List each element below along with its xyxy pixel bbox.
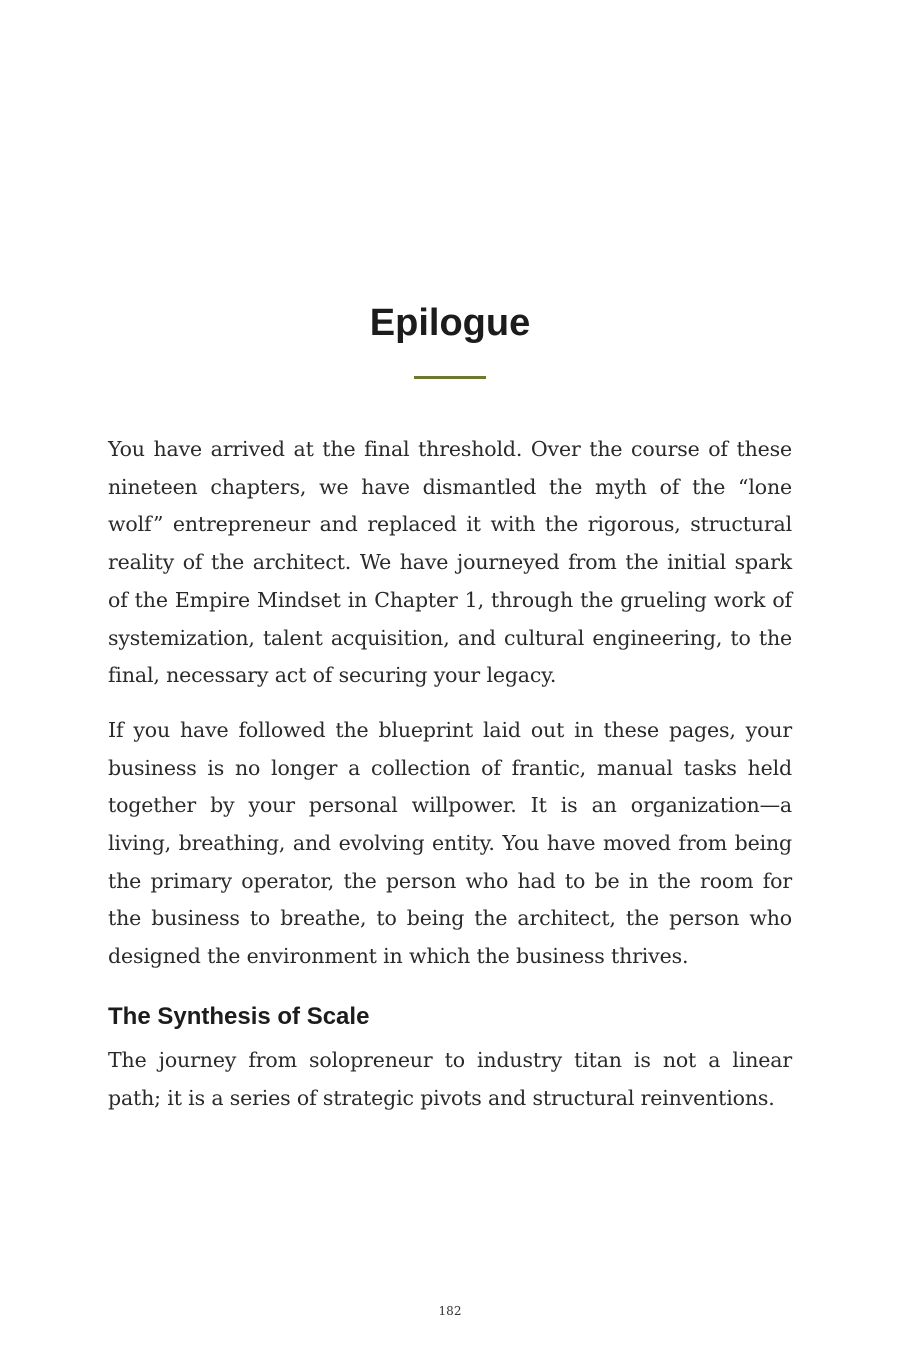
body-paragraph-1: You have arrived at the final threshold. Over the course of these nineteen chapters, we have dismantled the myth of the “lone wolf” entrepreneur and replaced it with the rigorous, structural reality of the architect. We have journeyed from the initial spark of the Empire Mindset in Chapter 1, through the grueling work of systemization, talent acquisition, and cultural engineering, to the final, necessary act of securing your legacy. — [108, 437, 792, 688]
body-paragraph-2: If you have followed the blueprint laid out in these pages, your business is no longer a collection of frantic, manual tasks held together by your personal willpower. It is an organization—a living, breathing, and evolving entity. You have moved from being the primary operator, the person who had to be in the room for the business to breathe, to being the architect, the person who designed the environment in which the business thrives. — [108, 717, 792, 969]
title-divider — [414, 376, 486, 379]
page-number: 182 — [438, 1304, 462, 1318]
section-paragraph: The journey from solopreneur to industry titan is not a linear path; it is a series of strategic pivots and structural reinventions. — [108, 1047, 792, 1110]
section-heading: The Synthesis of Scale — [108, 1002, 370, 1030]
page-body — [108, 431, 792, 1134]
chapter-title: Epilogue — [369, 302, 531, 344]
